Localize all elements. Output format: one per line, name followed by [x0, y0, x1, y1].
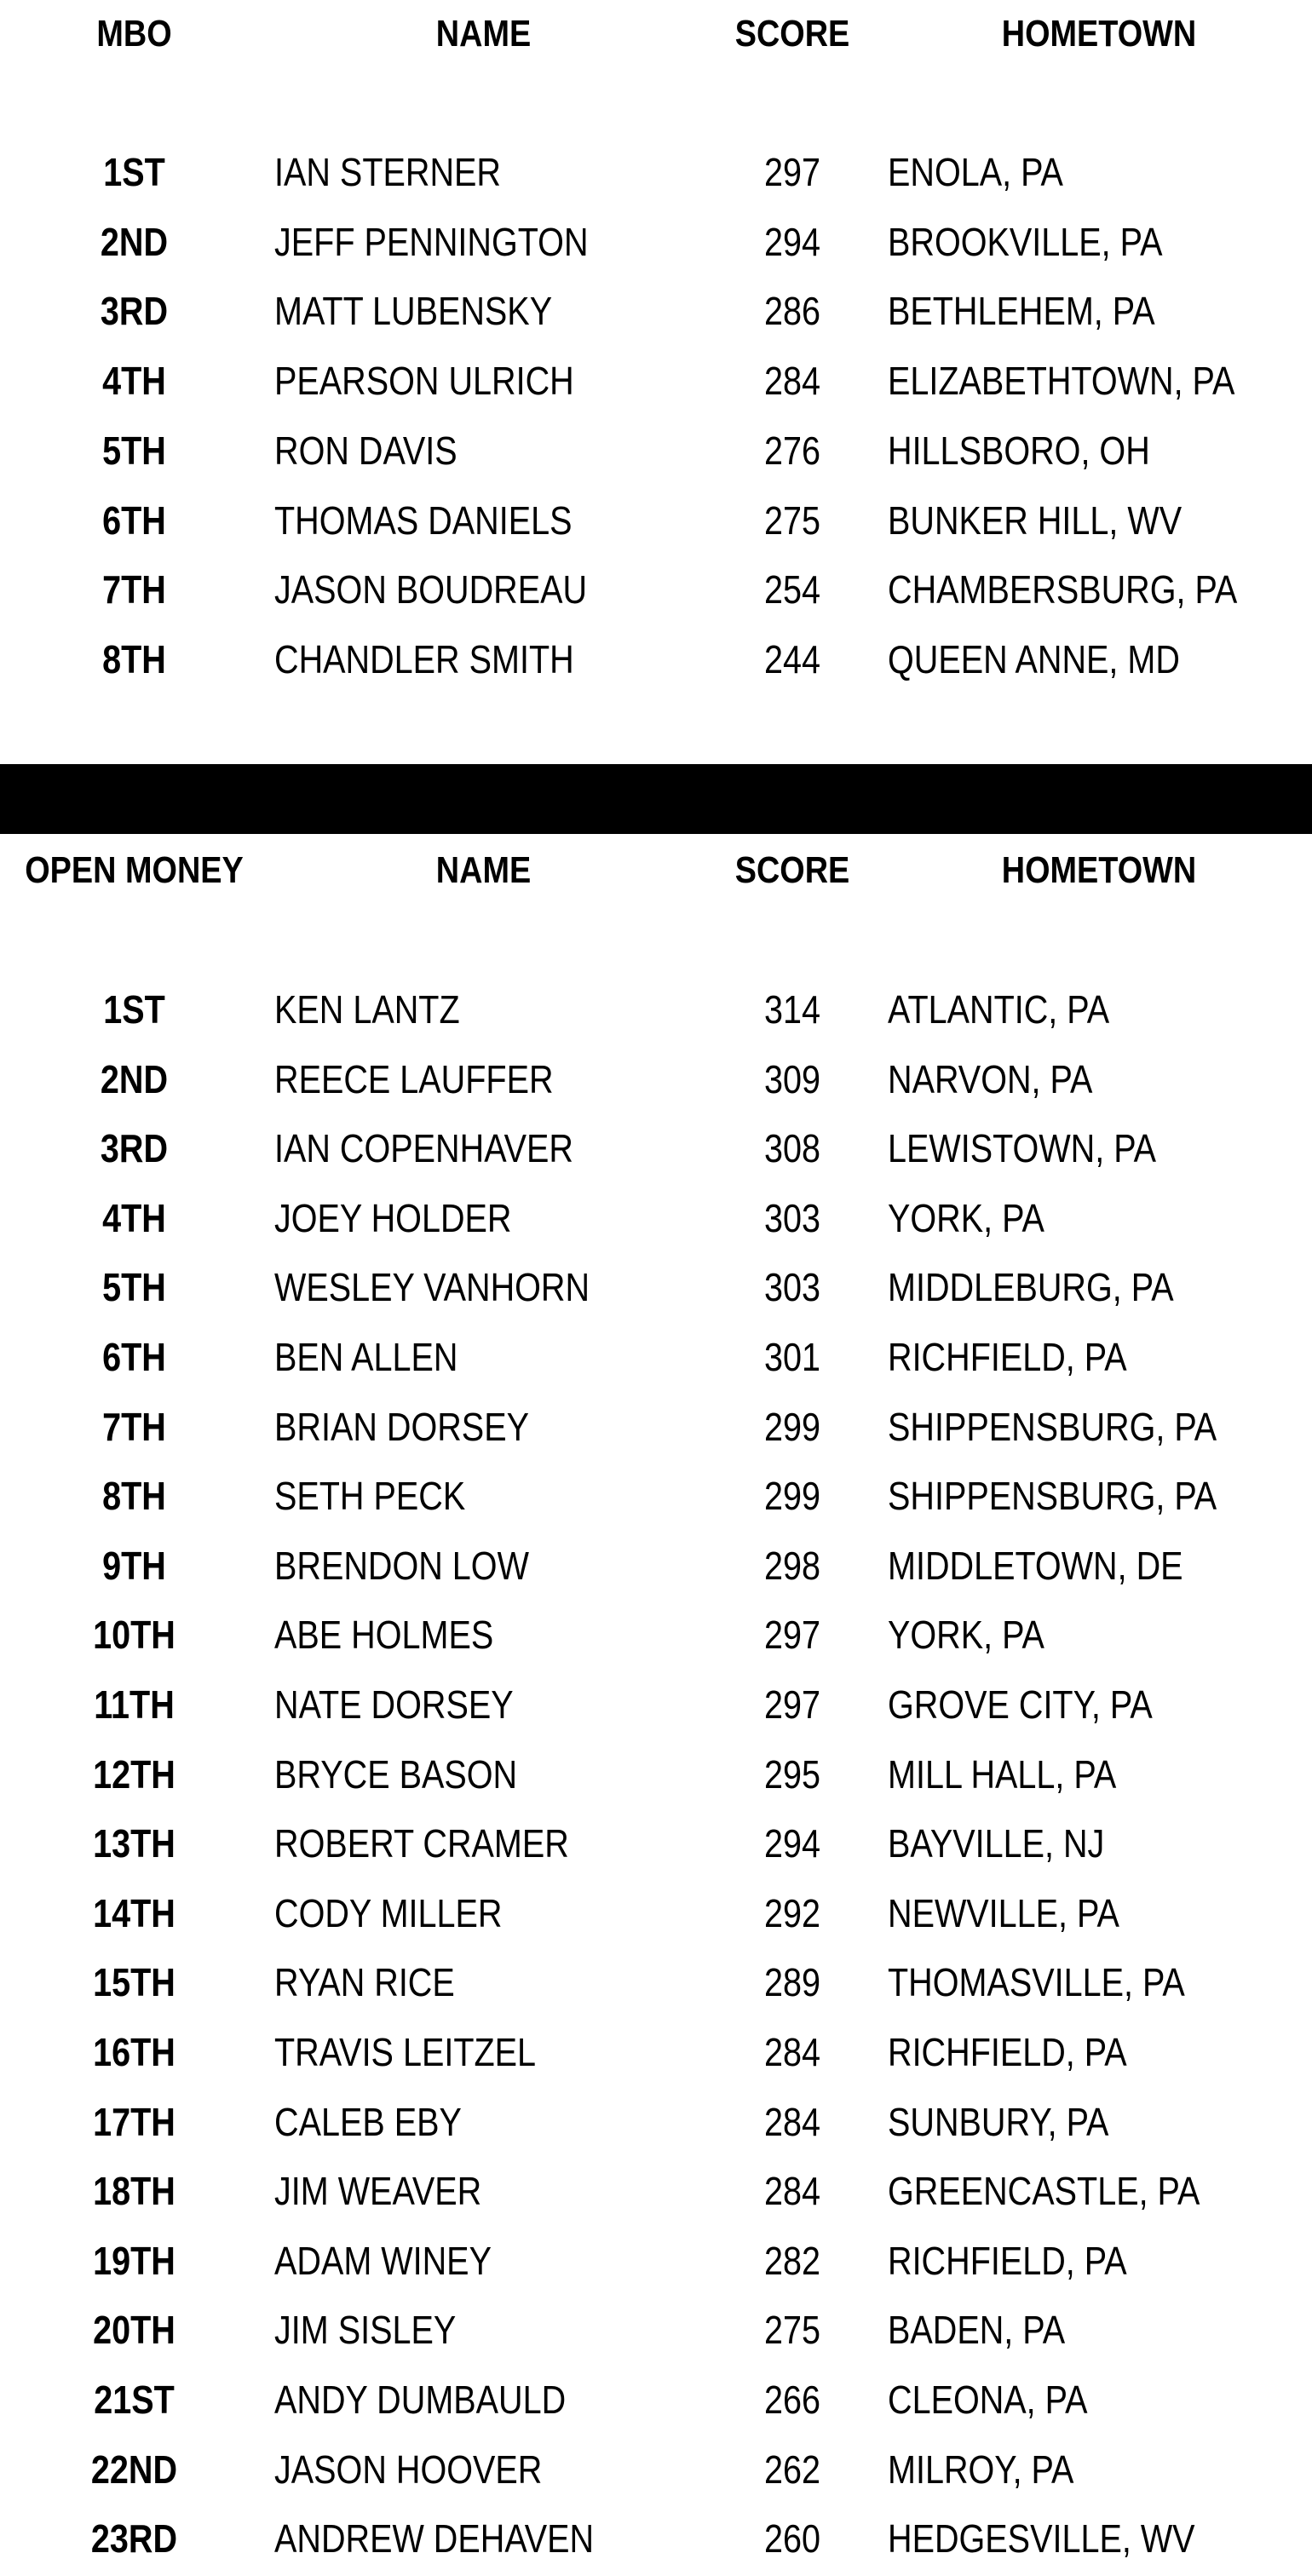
open-money-score-cell: 297 — [763, 1613, 821, 1658]
mbo-place-header: MBO — [96, 13, 172, 55]
open-money-score-cell: 295 — [763, 1751, 821, 1797]
open-money-table-row — [0, 2235, 1312, 2286]
mbo-hometown-cell: BROOKVILLE, PA — [888, 219, 1163, 264]
mbo-score-cell: 244 — [763, 636, 821, 681]
open-money-score-cell: 297 — [763, 1682, 821, 1727]
open-money-place-cell: 22ND — [90, 2447, 178, 2492]
mbo-score-cell: 297 — [763, 150, 821, 194]
mbo-name-cell: JEFF PENNINGTON — [274, 219, 589, 264]
open-money-score-cell: 275 — [763, 2308, 821, 2353]
mbo-table-row — [0, 355, 1312, 406]
open-money-table-row — [0, 1749, 1312, 1800]
open-money-place-cell: 8TH — [102, 1474, 166, 1519]
mbo-score-cell: 254 — [763, 567, 821, 612]
open-money-table-row — [0, 1679, 1312, 1730]
open-money-hometown-header: HOMETOWN — [1001, 849, 1197, 891]
open-money-table-row — [0, 1193, 1312, 1244]
mbo-name-cell: PEARSON ULRICH — [274, 359, 574, 404]
open-money-place-cell: 13TH — [93, 1821, 176, 1866]
open-money-place-cell: 9TH — [102, 1543, 166, 1588]
open-money-name-cell: ADAM WINEY — [274, 2238, 492, 2283]
open-money-hometown-cell: MIDDLEBURG, PA — [888, 1265, 1174, 1310]
open-money-place-cell: 5TH — [102, 1265, 166, 1310]
mbo-place-cell: 7TH — [102, 567, 166, 612]
mbo-hometown-cell: CHAMBERSBURG, PA — [888, 567, 1238, 612]
open-money-hometown-cell: MILROY, PA — [888, 2447, 1074, 2492]
open-money-hometown-cell: YORK, PA — [888, 1195, 1044, 1240]
open-money-hometown-cell: CLEONA, PA — [888, 2378, 1088, 2422]
open-money-place-cell: 19TH — [93, 2238, 176, 2283]
open-money-place-cell: 4TH — [102, 1195, 166, 1240]
open-money-hometown-cell: ATLANTIC, PA — [888, 987, 1110, 1032]
open-money-table-row — [0, 1888, 1312, 1939]
open-money-hometown-cell: BAYVILLE, NJ — [888, 1821, 1105, 1866]
open-money-place-cell: 15TH — [93, 1960, 176, 2005]
open-money-score-cell: 266 — [763, 2378, 821, 2422]
open-money-place-cell: 23RD — [90, 2516, 178, 2562]
open-money-hometown-cell: MIDDLETOWN, DE — [888, 1543, 1183, 1588]
open-money-hometown-cell: RICHFIELD, PA — [888, 2238, 1127, 2283]
open-money-place-cell: 18TH — [93, 2169, 176, 2214]
mbo-hometown-cell: QUEEN ANNE, MD — [888, 636, 1180, 681]
open-money-name-cell: JIM WEAVER — [274, 2169, 482, 2214]
open-money-name-cell: REECE LAUFFER — [274, 1056, 554, 1101]
open-money-score-cell: 282 — [763, 2238, 821, 2283]
open-money-score-cell: 303 — [763, 1195, 821, 1240]
open-money-score-cell: 262 — [763, 2447, 821, 2492]
open-money-table-row — [0, 1470, 1312, 1521]
open-money-table-row — [0, 1401, 1312, 1452]
open-money-hometown-cell: HEDGESVILLE, WV — [888, 2516, 1195, 2562]
open-money-place-cell: 3RD — [100, 1126, 169, 1171]
open-money-hometown-cell: GREENCASTLE, PA — [888, 2169, 1200, 2214]
open-money-hometown-cell: LEWISTOWN, PA — [888, 1126, 1157, 1171]
open-money-hometown-cell: RICHFIELD, PA — [888, 1335, 1127, 1379]
open-money-table-row — [0, 1609, 1312, 1660]
section-divider — [0, 764, 1312, 834]
open-money-name-cell: CODY MILLER — [274, 1890, 503, 1935]
open-money-table-row — [0, 2027, 1312, 2078]
open-money-table-row — [0, 2513, 1312, 2564]
mbo-table-row — [0, 564, 1312, 615]
open-money-header-row — [0, 845, 1312, 896]
open-money-table-row — [0, 2444, 1312, 2495]
open-money-table-row — [0, 2304, 1312, 2355]
open-money-place-cell: 11TH — [94, 1682, 175, 1727]
open-money-name-cell: BRIAN DORSEY — [274, 1404, 529, 1449]
mbo-table-row — [0, 285, 1312, 336]
open-money-name-cell: ABE HOLMES — [274, 1613, 494, 1658]
open-money-score-cell: 303 — [763, 1265, 821, 1310]
open-money-score-cell: 298 — [763, 1543, 821, 1588]
mbo-place-cell: 8TH — [102, 636, 166, 681]
open-money-name-cell: JASON HOOVER — [274, 2447, 543, 2492]
mbo-hometown-cell: ENOLA, PA — [888, 150, 1063, 194]
open-money-score-cell: 292 — [763, 1890, 821, 1935]
open-money-place-cell: 6TH — [102, 1335, 166, 1379]
open-money-place-cell: 14TH — [93, 1890, 176, 1935]
open-money-score-cell: 301 — [763, 1335, 821, 1379]
open-money-name-cell: ANDY DUMBAULD — [274, 2378, 567, 2422]
open-money-table-row — [0, 1054, 1312, 1105]
open-money-hometown-cell: GROVE CITY, PA — [888, 1682, 1153, 1727]
mbo-hometown-header: HOMETOWN — [1001, 13, 1197, 55]
mbo-score-cell: 284 — [763, 359, 821, 404]
open-money-place-cell: 16TH — [93, 2030, 176, 2074]
open-money-name-cell: JIM SISLEY — [274, 2308, 457, 2353]
open-money-place-cell: 2ND — [100, 1056, 169, 1101]
open-money-name-cell: SETH PECK — [274, 1474, 466, 1519]
open-money-name-cell: ANDREW DEHAVEN — [274, 2516, 595, 2562]
open-money-name-cell: JOEY HOLDER — [274, 1195, 512, 1240]
mbo-hometown-cell: BUNKER HILL, WV — [888, 497, 1183, 543]
mbo-table-row — [0, 634, 1312, 685]
mbo-place-cell: 5TH — [102, 428, 166, 473]
open-money-name-cell: KEN LANTZ — [274, 987, 460, 1032]
mbo-score-cell: 294 — [763, 219, 821, 264]
mbo-table-row — [0, 216, 1312, 267]
open-money-hometown-cell: THOMASVILLE, PA — [888, 1960, 1185, 2005]
open-money-name-header: NAME — [435, 849, 532, 891]
open-money-score-cell: 284 — [763, 2030, 821, 2074]
open-money-place-header: OPEN MONEY — [25, 849, 244, 891]
open-money-score-cell: 260 — [763, 2516, 821, 2562]
open-money-place-cell: 12TH — [93, 1751, 176, 1797]
mbo-hometown-cell: ELIZABETHTOWN, PA — [888, 359, 1235, 404]
open-money-table-row — [0, 1123, 1312, 1174]
open-money-table-row — [0, 2165, 1312, 2217]
mbo-name-cell: MATT LUBENSKY — [274, 289, 553, 334]
open-money-name-cell: BRYCE BASON — [274, 1751, 518, 1797]
mbo-header-row — [0, 9, 1312, 60]
open-money-score-cell: 314 — [763, 987, 821, 1032]
open-money-hometown-cell: NEWVILLE, PA — [888, 1890, 1119, 1935]
mbo-score-cell: 286 — [763, 289, 821, 334]
open-money-name-cell: TRAVIS LEITZEL — [274, 2030, 537, 2074]
open-money-table-row — [0, 984, 1312, 1035]
open-money-score-header: SCORE — [734, 849, 850, 891]
mbo-place-cell: 4TH — [102, 359, 166, 404]
open-money-table-row — [0, 1957, 1312, 2008]
open-money-table-row — [0, 1818, 1312, 1869]
open-money-table-row — [0, 1331, 1312, 1383]
mbo-place-cell: 6TH — [102, 497, 166, 543]
open-money-score-cell: 299 — [763, 1474, 821, 1519]
mbo-table-row — [0, 495, 1312, 546]
mbo-hometown-cell: HILLSBORO, OH — [888, 428, 1150, 473]
open-money-hometown-cell: MILL HALL, PA — [888, 1751, 1117, 1797]
open-money-name-cell: IAN COPENHAVER — [274, 1126, 573, 1171]
mbo-table-row — [0, 425, 1312, 476]
open-money-name-cell: RYAN RICE — [274, 1960, 455, 2005]
open-money-hometown-cell: NARVON, PA — [888, 1056, 1093, 1101]
open-money-place-cell: 21ST — [94, 2378, 175, 2422]
open-money-name-cell: BEN ALLEN — [274, 1335, 458, 1379]
open-money-table-row — [0, 1540, 1312, 1591]
open-money-score-cell: 294 — [763, 1821, 821, 1866]
open-money-score-cell: 284 — [763, 2099, 821, 2144]
open-money-place-cell: 17TH — [93, 2099, 176, 2144]
mbo-name-cell: IAN STERNER — [274, 150, 501, 194]
mbo-name-cell: RON DAVIS — [274, 428, 457, 473]
mbo-place-cell: 2ND — [100, 219, 169, 264]
open-money-table-row — [0, 2096, 1312, 2148]
open-money-place-cell: 20TH — [93, 2308, 176, 2353]
mbo-name-cell: CHANDLER SMITH — [274, 636, 574, 681]
mbo-score-cell: 276 — [763, 428, 821, 473]
mbo-name-header: NAME — [435, 13, 532, 55]
open-money-name-cell: ROBERT CRAMER — [274, 1821, 569, 1866]
mbo-table-row — [0, 147, 1312, 198]
open-money-place-cell: 1ST — [103, 987, 165, 1032]
open-money-table-row — [0, 1262, 1312, 1313]
open-money-hometown-cell: SUNBURY, PA — [888, 2099, 1109, 2144]
open-money-name-cell: CALEB EBY — [274, 2099, 462, 2144]
open-money-hometown-cell: RICHFIELD, PA — [888, 2030, 1127, 2074]
mbo-score-header: SCORE — [734, 13, 850, 55]
open-money-name-cell: WESLEY VANHORN — [274, 1265, 590, 1310]
open-money-score-cell: 289 — [763, 1960, 821, 2005]
mbo-score-cell: 275 — [763, 497, 821, 543]
open-money-score-cell: 284 — [763, 2169, 821, 2214]
open-money-place-cell: 10TH — [93, 1613, 176, 1658]
mbo-name-cell: THOMAS DANIELS — [274, 497, 573, 543]
open-money-hometown-cell: SHIPPENSBURG, PA — [888, 1474, 1217, 1519]
open-money-score-cell: 299 — [763, 1404, 821, 1449]
open-money-hometown-cell: YORK, PA — [888, 1613, 1044, 1658]
mbo-place-cell: 3RD — [100, 289, 169, 334]
open-money-score-cell: 309 — [763, 1056, 821, 1101]
mbo-place-cell: 1ST — [103, 150, 165, 194]
mbo-hometown-cell: BETHLEHEM, PA — [888, 289, 1155, 334]
open-money-hometown-cell: BADEN, PA — [888, 2308, 1066, 2353]
open-money-name-cell: BRENDON LOW — [274, 1543, 529, 1588]
open-money-name-cell: NATE DORSEY — [274, 1682, 514, 1727]
open-money-score-cell: 308 — [763, 1126, 821, 1171]
open-money-place-cell: 7TH — [102, 1404, 166, 1449]
mbo-name-cell: JASON BOUDREAU — [274, 567, 588, 612]
open-money-table-row — [0, 2374, 1312, 2425]
open-money-hometown-cell: SHIPPENSBURG, PA — [888, 1404, 1217, 1449]
